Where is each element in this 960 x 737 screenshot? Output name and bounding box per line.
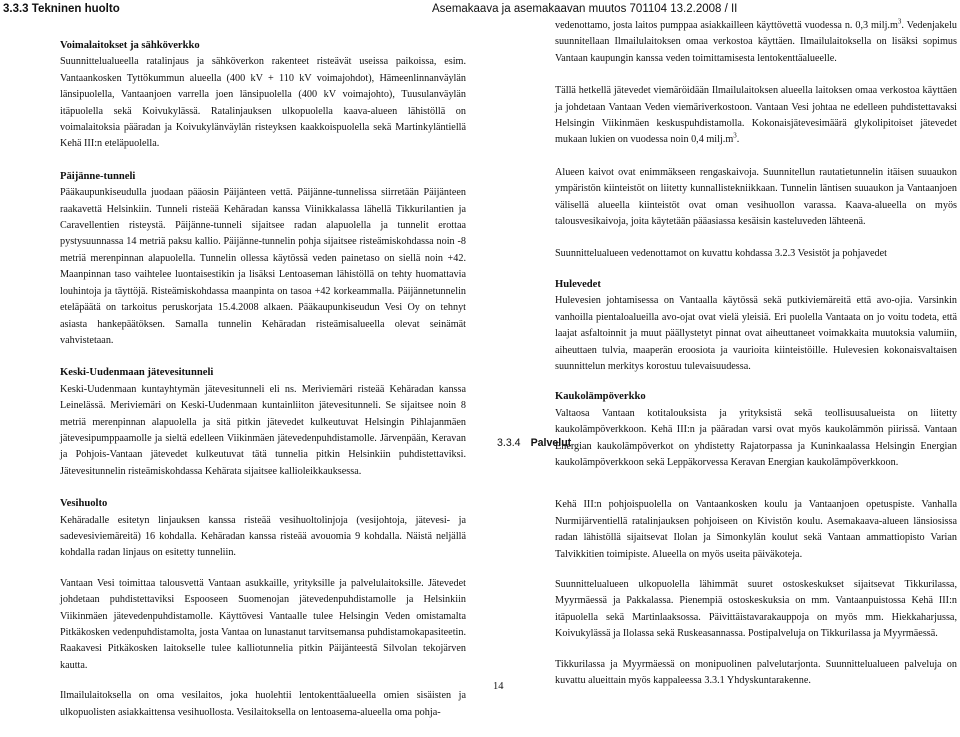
water-supply-paragraph-2: Vantaan Vesi toimittaa talousvettä Vantaan asukkaille, yrityksille ja palvelulaitoksille. Jätevedet johdetaan puhdistettaviksi Espooseen Suomenojan jätevedenpuhdistamolle ja Helsinkiin Viikinmäen jätevedenpuhdistamolle. Käyttövesi Vantaalle tulee Helsingin Veden omistamalta Pitkäkosken vedenpuhdistamolta, josta Vantaa on lunastanut tarvitsemansa puhdistamokapasiteetin. Raakavesi Pitkäkosken laitokselle tulee kalliotunnelia pitkin Päijänteestä Silvolan tekojärven kautta. [60,577,466,671]
wastewater-paragraph [555,83,957,149]
wells-paragraph: Alueen kaivot ovat enimmäkseen rengaskaivoja. Suunnitellun rautatietunnelin itäisen suuaukon ympäristön kiinteistöt on liitetty kunnallistekniikkaan. Tunnelin läntisen suuaukon ja Vantaanjoen välisellä alueella kiinteistöt ovat oman vesihuollon varassa. Kaava-alueella on myös talousvesikaivoja, joita käytetään pääasiassa kesäisin kasteluveden lähteenä. [555,166,957,228]
stormwater-paragraph: Hulevesien johtamisessa on Vantaalla käytössä sekä putkiviemäreitä että avo-ojia. Varsinkin vanhoilla pientaloalueilla avo-ojat ovat vielä yleisiä. Eri puolella Vantaata on jo voitu todeta, että laajat asfaltoinnit ja muut päällystetyt pinnat ovat aiheuttaneet voimakkaita muutoksia valumiin, aiheuttaen tulvia, maaperän eroosiota ja vaurioita kiinteistöille. Hulevesien kokonaisvaltaisen suunnittelun merkitys korostuu tulevaisuudessa. [555,295,957,372]
water-supply-paragraph-3: Ilmailulaitoksella on oma vesilaitos, joka huolehtii lentokenttäalueella omien sisäisten ja ulkopuolisten asiakkaittensa vesihuollosta. Vesilaitoksella on lentoasema-alueella oma pohja- [60,690,466,718]
continued-text-a: vedenottamo, josta laitos pumppaa asiakkailleen käyttövettä vuodessa n. 0,3 milj.m [555,20,898,31]
section-title: 3.3.3 Tekninen huolto [3,3,120,15]
page-number: 14 [493,681,504,692]
services-section-title [497,437,571,449]
water-intake-reference: Suunnittelualueen vedenottamot on kuvattu kohdassa 3.2.3 Vesistöt ja pohjavedet [555,248,887,260]
sewer-tunnel-paragraph: Keski-Uudenmaan kuntayhtymän jätevesitunneli eli ns. Meriviemäri risteää Kehäradan kanssa Leinelässä. Meriviemäri on Keski-Uudenmaan kuntainliiton jätevesitunneli. Se sijaitsee noin 8 metriä merenpinnan alapuolella ja sitä pitkin jätevedet kulkeutuvat Helsingin Pihlajanmäen jätevesipumppaamolle ja sieltä edelleen Viikinmäen jätevedenpuhdistamolle. Järvenpään, Keravan ja Pohjois-Vantaan jätevedet kulkeutuvat tätä tunnelia pitkin Helsinkiin puhdistettaviksi. Jätevesitunnelin risteämiskohdassa Kehärata sijaitsee kallioleikkauksessa. [60,383,466,477]
paijanne-heading: Päijänne-tunneli [60,170,136,182]
left-column [60,38,466,737]
paijanne-paragraph: Pääkaupunkiseudulla juodaan pääosin Päijänteen vettä. Päijänne-tunnelissa siirretään Päijänteen raakavettä Helsinkiin. Tunneli risteää Kehäradan kanssa Viinikkalassa lähellä Tikkurilantien ja Caravellentien risteystä. Päijänne-tunneli sijaitsee radan alapuolella ja tunnelit erottaa pystysuunnassa 14 metriä paksu kallio. Päijänne-tunnelin pohja sijaitsee risteämiskohdassa noin -8 metriä merenpinnan alapuolella. Tunnelin ollessa käytössä veden painetaso on siellä noin +42. Maanpinnan taso vaihtelee luontaisestikin ja lisäksi Lentoaseman lähistöllä on tehty huomattavia louhintoja ja täyttöjä. Risteämiskohdassa maanpinta on tasoa +42 korkeammalla. Päijännetunnelin eteläpäätä on tarkoitus peruskorjata 15.4.2008 alkaen. Pääkaupunkiseudun Vesi Oy on tehnyt asiasta hankepäätöksen. Samalla tunnelin Kehäradan risteämisalueella olevat seinämät vahvistetaan. [60,187,466,346]
district-heating-heading: Kaukolämpöverkko [555,391,646,403]
continued-paragraph [555,18,957,67]
power-paragraph: Suunnittelualueella ratalinjaus ja sähköverkon rakenteet risteävät useissa paikoissa, esim. Vantaankosken Tyttökummun alueella (400 kV + 110 kV voimajohdot), Hämeenlinnanväylän länsipuolella, Vantaanjoen varrella joen länsipuolella (400 kV voimajohto), Tuusulanväylän itäpuolella sekä Koivukylässä. Ratalinjauksen ulkopuolella kaava-alueen lähistöllä on voimalaitoksia pääradan ja Koivukylänväylän risteyksen kaakkoispuolella sekä Martinkyläntiellä Kehä III:n eteläpuolella. [60,56,466,150]
water-supply-heading: Vesihuolto [60,498,108,510]
services-section-number: 3.3.4 [497,437,521,449]
right-column [555,18,957,705]
services-paragraph-1: Kehä III:n pohjoispuolella on Vantaankosken koulu ja Vantaanjoen opetuspiste. Vanhalla Nurmijärventiellä ratalinjauksen pohjoiseen on Kivistön koulu. Asemakaava-alueen länsiosissa radan lähistöllä sijaitsevat Ilolan ja Simonkylän koulut sekä Vantaan ammattiopisto Varian Talvikkitien toimipiste. Alueella on myös useita päiväkoteja. [555,499,957,560]
services-paragraph-3: Tikkurilassa ja Myyrmäessä on monipuolinen palvelutarjonta. Suunnittelualueen palveluja on kuvattu alueittain myös kappaleessa 3.3.1 Yhdyskuntarakenne. [555,658,957,686]
sewer-tunnel-heading: Keski-Uudenmaan jätevesitunneli [60,367,214,379]
wastewater-text-b: . [736,134,740,146]
power-heading: Voimalaitokset ja sähköverkko [60,40,200,51]
page-header [0,2,960,16]
cubic-superscript: 3 [897,17,902,26]
services-paragraph-2: Suunnittelualueen ulkopuolella lähimmät suuret ostoskeskukset sijaitsevat Tikkurilassa, Myyrmäessä ja Pakkalassa. Pienempiä ostoskeskuksia on mm. Vantaanpuistossa Kehä III:n itäpuolella sekä Martinlaaksossa. Päivittäistavarakauppoja on myös mm. Hiekkaharjussa, Koivukylässä ja Ilolassa sekä Ruskeasannassa. Postipalveluja on Tikkurilassa ja Myyrmäessä. [555,578,957,640]
wastewater-text-a: Tällä hetkellä jätevedet viemäröidään Ilmailulaitoksen alueella laitoksen omaa verkostoa käyttäen ja johdetaan Vantaan Veden viemäriverkostoon. Vantaan Vesi johtaa ne edelleen puhdistettavaksi Helsingin Viikinmäen keskuspuhdistamolla. Kokonaisjätevesimäärä glykolipitoiset jätevedet mukaan lukien on vuodessa noin 0,4 milj.m [555,85,957,146]
services-section-heading: Palvelut [530,437,572,449]
running-head: Asemakaava ja asemakaavan muutos 701104 13.2.2008 / II [432,3,738,15]
continued-text-b: . Vedenjakelu suunnitellaan Ilmailulaitoksen omaa verkostoa käyttäen. Ilmailulaitoksella on lisäksi sopimus Vantaan kaupungin kanssa veden toimittamisesta lentokenttäalueelle. [555,20,957,64]
district-heating-paragraph: Valtaosa Vantaan kotitalouksista ja yrityksistä sekä teollisuusalueista on liitetty kaukolämpöverkkoon. Kehä III:n ja pääradan varsi ovat myös kaukolämmön piirissä. Vantaan Energian kaukolämpöverkot on yhdistetty Rajatorpassa ja Kuninkaalassa Helsingin Energian kaukolämpöverkkoon sekä Leppäkorvessa Keravan Energian kaukolämpöverkkoon. [555,407,957,468]
stormwater-heading: Hulevedet [555,278,601,290]
cubic-superscript: 3 [733,132,737,141]
water-supply-paragraph-1: Kehäradalle esitetyn linjauksen kanssa risteää vesihuoltolinjoja (vesijohtoja, jätevesi- ja sadevesiviemäreitä) 16 kohdalla. Kehäradan kanssa risteää avouomia 9 kohdalla. Näistä neljällä kohdalla radan linjaus on esitetty tunneliin. [60,514,466,559]
